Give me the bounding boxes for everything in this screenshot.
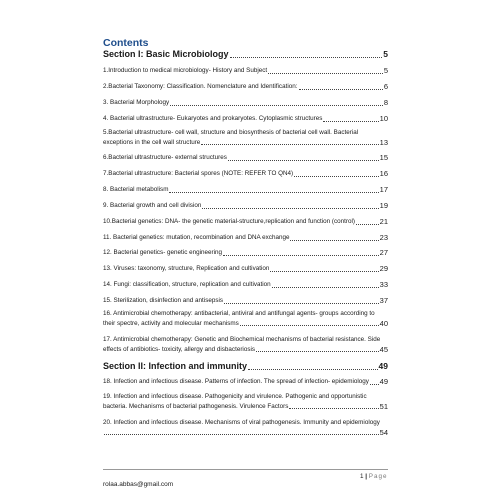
footer-divider xyxy=(103,469,388,470)
toc-entry-12[interactable] xyxy=(103,248,388,258)
toc-leader-dots xyxy=(299,89,383,90)
toc-entry-title: 11. Bacterial genetics: mutation, recombination and DNA exchange xyxy=(103,234,290,241)
toc-section-title: Section I: Basic Microbiology xyxy=(103,49,229,59)
toc-leader-dots xyxy=(370,384,379,385)
toc-page-number: 49 xyxy=(379,377,388,386)
toc-entry-title: 1.Introduction to medical microbiology- History and Subject xyxy=(103,67,268,74)
toc-page-number: 40 xyxy=(379,318,388,328)
toc-entry-title: their spectre, activity and molecular mechanisms xyxy=(103,319,239,327)
toc-entry-title-line1: 16. Antimicrobial chemotherapy: antibacterial, antiviral and antifungal agents- groups according to xyxy=(103,310,375,317)
toc-page-number: 49 xyxy=(378,361,388,371)
toc-page-number: 16 xyxy=(379,169,388,178)
toc-page-number: 54 xyxy=(379,427,388,437)
toc-page-number: 29 xyxy=(379,264,388,273)
toc-entry-16[interactable] xyxy=(103,309,388,328)
toc-entry-9[interactable] xyxy=(103,201,388,211)
toc-entry-10[interactable] xyxy=(103,217,388,227)
toc-entry-18[interactable] xyxy=(103,377,388,387)
toc-entry-13[interactable] xyxy=(103,264,388,274)
toc-entry-title: 8. Bacterial metabolism xyxy=(103,186,169,193)
toc-entry-7[interactable] xyxy=(103,169,388,179)
toc-leader-dots xyxy=(272,287,379,288)
toc-entry-17[interactable] xyxy=(103,335,388,354)
toc-entry-5[interactable] xyxy=(103,128,388,147)
toc-entry-19[interactable] xyxy=(103,392,388,411)
toc-entry-1[interactable] xyxy=(103,66,388,76)
toc-leader-dots xyxy=(323,121,378,122)
toc-section-title: Section II: Infection and immunity xyxy=(103,361,248,371)
toc-leader-dots xyxy=(294,176,379,177)
toc-entry-title: 18. Infection and infectious disease. Patterns of infection. The spread of infection- epidemiology xyxy=(103,378,369,385)
toc-entry-title: 12. Bacterial genetics- genetic engineering xyxy=(103,249,223,256)
toc-page-number: 19 xyxy=(379,201,388,210)
toc-page-number: 10 xyxy=(379,114,388,123)
toc-page-number: 6 xyxy=(383,82,388,91)
toc-entry-8[interactable] xyxy=(103,185,388,195)
toc-page-number: 27 xyxy=(379,248,388,257)
toc-entry-title: 14. Fungi: classification, structure, replication and cultivation xyxy=(103,281,271,288)
toc-page-number: 51 xyxy=(379,401,388,411)
toc-entry-title: exceptions in the cell wall structure xyxy=(103,138,201,146)
toc-leader-dots xyxy=(169,192,378,193)
toc-entry-title: 7.Bacterial ultrastructure: Bacterial spores (NOTE: REFER TO QN4) xyxy=(103,170,294,177)
toc-entry-title: bacteria. Mechanisms of bacterial pathogenesis. Virulence Factors xyxy=(103,402,289,410)
toc-page-number: 45 xyxy=(379,344,388,354)
toc-entry-11[interactable] xyxy=(103,233,388,243)
toc-page-number: 5 xyxy=(383,66,388,75)
toc-leader-dots xyxy=(240,325,379,326)
toc-page-number: 21 xyxy=(379,217,388,226)
toc-page-number: 33 xyxy=(379,280,388,289)
contents-heading: Contents xyxy=(103,37,149,49)
toc-leader-dots xyxy=(223,255,379,256)
toc-leader-dots xyxy=(289,408,378,409)
footer-separator: | xyxy=(365,473,368,480)
toc-section-2[interactable] xyxy=(103,361,388,372)
footer-email: rolaa.abbas@gmail.com xyxy=(103,481,174,488)
toc-page-number: 15 xyxy=(379,153,388,162)
toc-entry-title: effects of antibiotics- toxicity, allergy and disbacteriosis xyxy=(103,345,256,353)
toc-entry-4[interactable] xyxy=(103,114,388,124)
toc-leader-dots xyxy=(228,160,379,161)
toc-leader-dots xyxy=(290,240,378,241)
toc-section-1[interactable] xyxy=(103,49,388,60)
toc-entry-title-line1: 17. Antimicrobial chemotherapy: Genetic and Biochemical mechanisms of bacterial resistance. Side xyxy=(103,336,381,343)
toc-leader-dots xyxy=(224,303,379,304)
toc-entry-20[interactable] xyxy=(103,418,388,437)
toc-leader-dots xyxy=(356,224,379,225)
toc-page-number: 17 xyxy=(379,185,388,194)
toc-leader-dots xyxy=(170,105,383,106)
toc-leader-dots xyxy=(248,369,378,370)
toc-entry-title: 13. Viruses: taxonomy, structure, Replication and cultivation xyxy=(103,265,270,272)
toc-entry-title-line1: 20. Infection and infectious disease. Mechanisms of viral pathogenesis. Immunity and epidemiology xyxy=(103,419,380,426)
toc-entry-15[interactable] xyxy=(103,296,388,306)
toc-entry-title: 15. Sterilization, disinfection and antisepsis xyxy=(103,297,224,304)
toc-page-number: 23 xyxy=(379,233,388,242)
toc-leader-dots xyxy=(202,208,378,209)
toc-page-number: 8 xyxy=(383,98,388,107)
toc-leader-dots xyxy=(256,351,379,352)
toc-leader-dots xyxy=(230,57,383,58)
toc-entry-title-line1: 5.Bacterial ultrastructure- cell wall, structure and biosynthesis of bacterial cell wall. Bacterial xyxy=(103,129,359,136)
toc-page-number: 37 xyxy=(379,296,388,305)
toc-leader-dots xyxy=(268,73,383,74)
toc-page-number: 13 xyxy=(379,137,388,147)
toc-entry-14[interactable] xyxy=(103,280,388,290)
footer-page-word: Page xyxy=(368,473,388,480)
toc-page-number: 5 xyxy=(383,49,388,59)
toc-entry-title: 2.Bacterial Taxonomy: Classification. Nomenclature and Identification: xyxy=(103,83,298,90)
toc-entry-2[interactable] xyxy=(103,82,388,92)
toc-entry-title: 3. Bacterial Morphology xyxy=(103,99,170,106)
toc-entry-6[interactable] xyxy=(103,153,388,163)
footer-page-value: 1 xyxy=(360,473,364,480)
toc-entry-title: 9. Bacterial growth and cell division xyxy=(103,202,202,209)
toc-entry-title-line1: 19. Infection and infectious disease. Pathogenicity and virulence. Pathogenic and opportunistic xyxy=(103,393,367,400)
toc-entry-title: 4. Bacterial ultrastructure- Eukaryotes and prokaryotes. Cytoplasmic structures xyxy=(103,115,323,122)
toc-leader-dots xyxy=(270,271,378,272)
toc-leader-dots xyxy=(104,434,379,435)
footer-page-number xyxy=(360,473,388,480)
toc-entry-title: 10.Bacterial genetics: DNA- the genetic material-structure,replication and function (control) xyxy=(103,218,355,225)
toc-entry-3[interactable] xyxy=(103,98,388,108)
toc-entry-title: 6.Bacterial ultrastructure- external structures xyxy=(103,154,227,161)
toc-leader-dots xyxy=(201,144,378,145)
